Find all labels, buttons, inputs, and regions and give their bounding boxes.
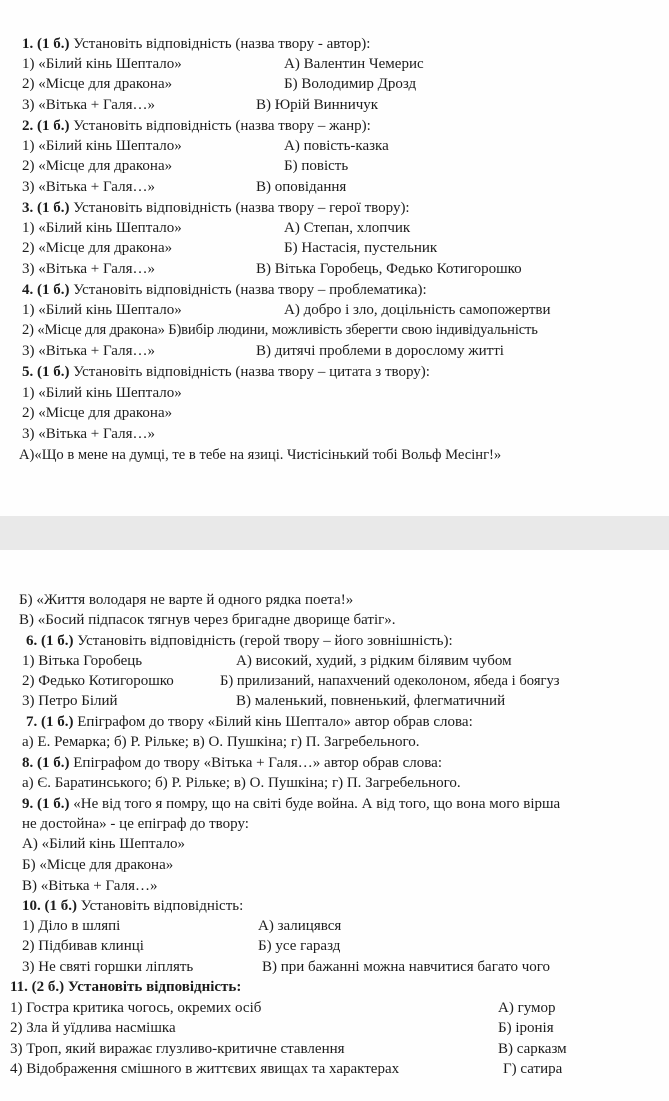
match-left-item: 1) «Білий кінь Шептало» <box>22 138 182 154</box>
question-1-heading <box>22 34 370 54</box>
question-3-heading <box>22 198 410 218</box>
match-left-item: 3) Троп, який виражає глузливо-критичне ставлення <box>10 1041 345 1057</box>
match-right-item: В) Юрій Винничук <box>256 97 379 113</box>
match-left-item: 4) Відображення смішного в життєвих явищах та характерах <box>10 1061 400 1077</box>
question-text: Установіть відповідність (назва твору - автор): <box>69 36 371 52</box>
question-2-heading <box>22 116 371 136</box>
question-text: Установіть відповідність (герой твору – його зовнішність): <box>73 633 453 649</box>
question-number: 8. (1 б.) <box>22 755 70 771</box>
match-right-item: А) повість-казка <box>284 138 389 154</box>
question-8-heading <box>22 753 442 773</box>
page-separator <box>0 516 669 550</box>
question-text: Епіграфом до твору «Вітька + Галя…» автор обрав слова: <box>69 755 442 771</box>
match-right-item: В) при бажанні можна навчитися багато чого <box>262 959 551 975</box>
question-7-heading <box>26 712 473 732</box>
question-11-heading: 11. (2 б.) Установіть відповідність: <box>10 979 242 995</box>
match-left-item: 2) Підбивав клинці <box>22 938 144 954</box>
match-left-item: 2) «Місце для дракона» <box>22 240 173 256</box>
match-left-item: 1) «Білий кінь Шептало» <box>22 302 182 318</box>
match-right-item: В) сарказм <box>498 1041 567 1057</box>
question-number: 7. (1 б.) <box>26 714 74 730</box>
quote-option-c: В) «Босий підпасок тягнув через бригадне дворище батіг». <box>19 612 396 628</box>
list-item: 2) «Місце для дракона» <box>22 405 173 421</box>
answer-options: а) Є. Баратинського; б) Р. Рільке; в) О. Пушкіна; г) П. Загребельного. <box>22 775 461 791</box>
match-right-item: Б) повість <box>284 158 349 174</box>
question-text-continued: не достойна» - це епіграф до твору: <box>22 816 249 832</box>
answer-option: А) «Білий кінь Шептало» <box>22 836 186 852</box>
question-number: 4. (1 б.) <box>22 282 70 298</box>
answer-options: а) Е. Ремарка; б) Р. Рільке; в) О. Пушкіна; г) П. Загребельного. <box>22 734 420 750</box>
match-right-item: А) гумор <box>498 1000 556 1016</box>
question-number: 1. (1 б.) <box>22 36 70 52</box>
list-item: 3) «Вітька + Галя…» <box>22 426 155 442</box>
question-number: 9. (1 б.) <box>22 796 70 812</box>
match-left-item: 3) «Вітька + Галя…» <box>22 179 155 195</box>
match-left-item: 1) «Білий кінь Шептало» <box>22 220 182 236</box>
match-right-item: Б) Настасія, пустельник <box>284 240 438 256</box>
question-number: 3. (1 б.) <box>22 200 70 216</box>
match-left-item: 2) «Місце для дракона» <box>22 158 173 174</box>
match-right-item: А) Валентин Чемерис <box>284 56 424 72</box>
question-9-heading <box>22 794 669 814</box>
match-right-item: А) залицявся <box>258 918 342 934</box>
question-number: 6. (1 б.) <box>26 633 74 649</box>
question-6-heading <box>26 631 453 651</box>
worksheet-page-2 <box>0 550 669 1101</box>
question-4-heading <box>22 280 427 300</box>
match-left-item: 1) Гостра критика чогось, окремих осіб <box>10 1000 262 1016</box>
match-left-item: 3) Петро Білий <box>22 693 118 709</box>
match-left-item: 2) «Місце для дракона» <box>22 76 173 92</box>
question-number: 5. (1 б.) <box>22 364 70 380</box>
question-text: Установіть відповідність: <box>77 898 244 914</box>
question-text: «Не від того я помру, що на світі буде война. А від того, що вона мого вірша <box>69 796 561 812</box>
quote-option-a: А)«Що в мене на думці, те в тебе на язиці. Чистісінький тобі Вольф Месінг!» <box>19 447 502 463</box>
question-text: Установіть відповідність (назва твору – цитата з твору): <box>69 364 430 380</box>
match-right-item: А) Степан, хлопчик <box>284 220 411 236</box>
match-right-item: Б) усе гаразд <box>258 938 341 954</box>
match-right-item: А) добро і зло, доцільність самопожертви <box>284 302 551 318</box>
match-left-item: 2) Зла й уїдлива насмішка <box>10 1020 176 1036</box>
question-number: 2. (1 б.) <box>22 118 70 134</box>
match-row-combined: 2) «Місце для дракона» Б)вибір людини, можливість зберегти свою індивідуальність <box>22 322 538 338</box>
match-left-item: 2) Федько Котигорошко <box>22 673 174 689</box>
answer-option: Б) «Місце для дракона» <box>22 857 174 873</box>
question-number: 10. (1 б.) <box>22 898 77 914</box>
question-text: Установіть відповідність (назва твору – проблематика): <box>69 282 427 298</box>
match-left-item: 1) Вітька Горобець <box>22 653 143 669</box>
match-right-item: Б) іронія <box>498 1020 554 1036</box>
worksheet-page-1 <box>0 0 669 516</box>
match-right-item: Б) Володимир Дрозд <box>284 76 417 92</box>
match-left-item: 3) Не святі горшки ліплять <box>22 959 194 975</box>
quote-option-b: Б) «Життя володаря не варте й одного рядка поета!» <box>19 592 354 608</box>
question-text: Установіть відповідність (назва твору – жанр): <box>69 118 371 134</box>
match-right-item: В) Вітька Горобець, Федько Котигорошко <box>256 261 522 277</box>
answer-option: В) «Вітька + Галя…» <box>22 878 158 894</box>
match-right-item: А) високий, худий, з рідким білявим чубом <box>236 653 512 669</box>
match-right-item: В) дитячі проблеми в дорослому житті <box>256 343 504 359</box>
question-5-heading <box>22 362 430 382</box>
match-left-item: 1) Діло в шляпі <box>22 918 121 934</box>
match-left-item: 1) «Білий кінь Шептало» <box>22 56 182 72</box>
match-right-item: В) оповідання <box>256 179 347 195</box>
question-text: Епіграфом до твору «Білий кінь Шептало» автор обрав слова: <box>73 714 473 730</box>
match-left-item: 3) «Вітька + Галя…» <box>22 97 155 113</box>
question-10-heading <box>22 896 243 916</box>
match-right-item: Б) прилизаний, напахчений одеколоном, ябеда і боягуз <box>220 673 560 689</box>
question-text: Установіть відповідність (назва твору – герої твору): <box>69 200 410 216</box>
match-left-item: 3) «Вітька + Галя…» <box>22 261 155 277</box>
match-right-item: Г) сатира <box>503 1061 563 1077</box>
match-right-item: В) маленький, повненький, флегматичний <box>236 693 506 709</box>
list-item: 1) «Білий кінь Шептало» <box>22 385 182 401</box>
match-left-item: 3) «Вітька + Галя…» <box>22 343 155 359</box>
